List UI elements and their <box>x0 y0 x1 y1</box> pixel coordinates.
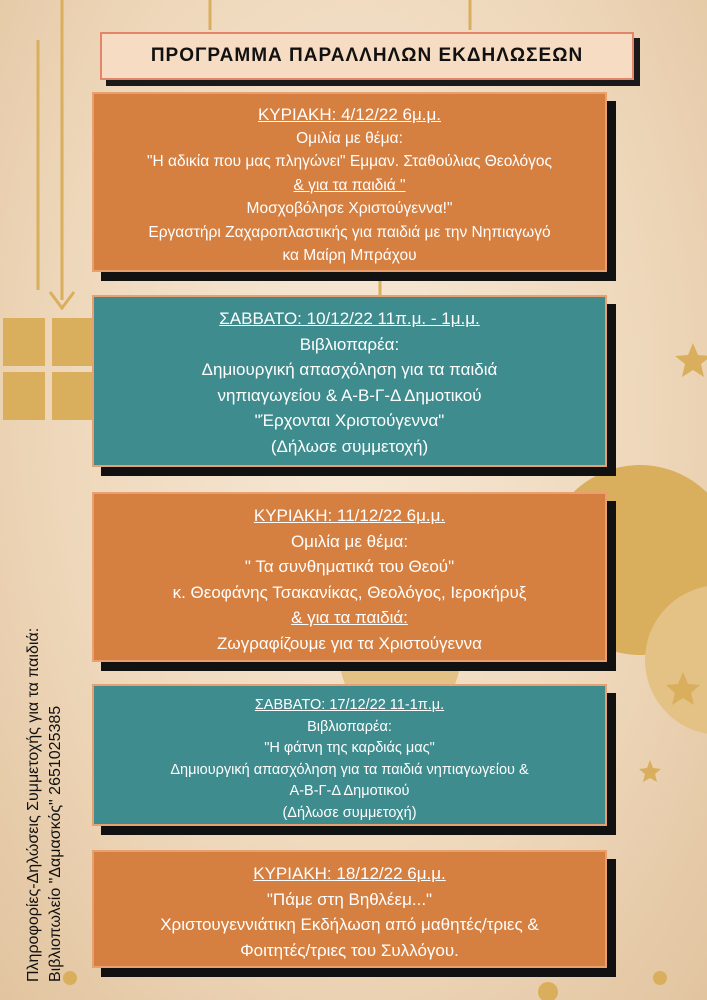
event-line: Α-Β-Γ-Δ Δημοτικού <box>289 783 410 799</box>
event-line: κ. Θεοφάνης Τσακανίκας, Θεολόγος, Ιεροκήρυξ <box>172 582 527 602</box>
event-card-3 <box>92 492 607 662</box>
event-card-4 <box>92 684 607 826</box>
event-date: ΚΥΡΙΑΚΗ: 18/12/22 6μ.μ. <box>253 864 446 883</box>
event-card-1 <box>92 92 607 272</box>
event-line: "Η φάτνη της καρδιάς μας" <box>264 740 435 756</box>
event-line: (Δήλωσε συμμετοχή) <box>270 436 429 456</box>
event-line: "Πάμε στη Βηθλέεμ..." <box>266 889 433 909</box>
event-line: Βιβλιοπαρέα: <box>299 334 400 354</box>
event-line: & για τα παιδιά " <box>293 176 406 194</box>
event-line: Βιβλιοπαρέα: <box>307 718 392 735</box>
event-line: Φοιτητές/τριες του Συλλόγου. <box>240 940 459 960</box>
event-line: (Δήλωσε συμμετοχή) <box>282 804 417 821</box>
event-line: "Η αδικία που μας πληγώνει" Εμμαν. Σταθούλιας Θεολόγος <box>146 153 552 170</box>
event-line: Ζωγραφίζουμε για τα Χριστούγεννα <box>217 633 482 653</box>
page-title: ΠΡΟΓΡΑΜΜΑ ΠΑΡΑΛΛΗΛΩΝ ΕΚΔΗΛΩΣΕΩΝ <box>100 32 634 80</box>
event-line: & για τα παιδιά: <box>291 608 408 627</box>
event-card-2 <box>92 295 607 467</box>
event-date: ΚΥΡΙΑΚΗ: 4/12/22 6μ.μ. <box>257 105 442 124</box>
contact-info-line-1: Πληροφορίες-Δηλώσεις Συμμετοχής για τα παιδιά: <box>25 627 42 982</box>
event-line: Εργαστήρι Ζαχαροπλαστικής για παιδιά με την Νηπιαγωγό <box>148 223 551 241</box>
event-line: Ομιλία με θέμα: <box>290 531 409 551</box>
event-line: "Έρχονται Χριστούγεννα" <box>254 411 445 430</box>
contact-info-line-2: Βιβλιοπωλείο "Δαμασκός" 2651025385 <box>47 705 64 982</box>
event-line: Δημιουργική απασχόληση για τα παιδιά νηπιαγωγείου & <box>170 761 529 778</box>
event-line: Χριστουγεννιάτικη Εκδήλωση από μαθητές/τριες & <box>160 915 539 934</box>
event-date: ΚΥΡΙΑΚΗ: 11/12/22 6μ.μ. <box>253 506 446 525</box>
event-card-5 <box>92 850 607 968</box>
event-date: ΣΑΒΒΑΤΟ: 10/12/22 11π.μ. - 1μ.μ. <box>219 309 480 328</box>
event-line: Δημιουργική απασχόληση για τα παιδιά <box>201 360 498 379</box>
event-line: νηπιαγωγείου & Α-Β-Γ-Δ Δημοτικού <box>217 385 482 405</box>
event-date: ΣΑΒΒΑΤΟ: 17/12/22 11-1π.μ. <box>254 697 445 713</box>
event-line: " Τα συνθηματικά του Θεού" <box>244 557 455 576</box>
event-line: κα Μαίρη Μπράχου <box>282 247 417 264</box>
contact-info <box>23 628 67 982</box>
event-line: Ομιλία με θέμα: <box>296 129 403 147</box>
event-line: Μοσχοβόλησε Χριστούγεννα!" <box>246 200 453 217</box>
